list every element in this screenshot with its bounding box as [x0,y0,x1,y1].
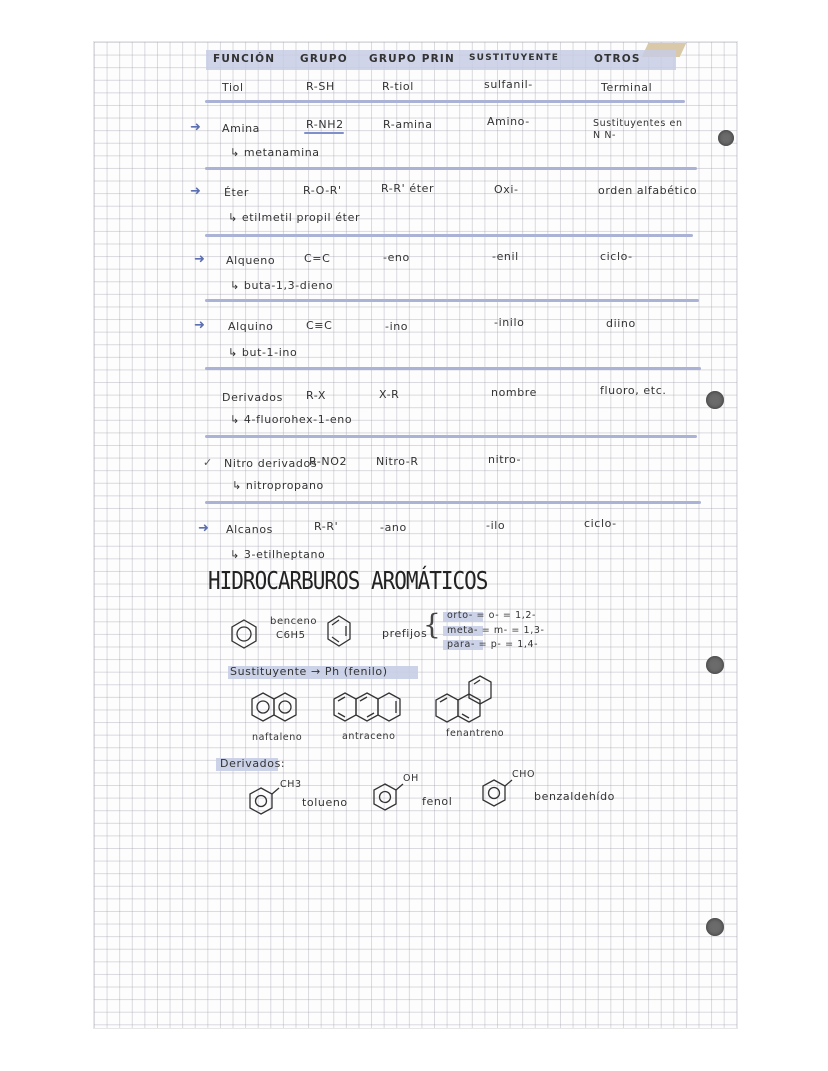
row-sustituyente: -ilo [486,519,506,532]
row-ejemplo: ↳ 3-etilheptano [230,548,326,561]
header-otros: OTROS [594,53,641,65]
prefijo-meta: meta- = m- = 1,3- [447,625,545,636]
row-principal: X-R [379,388,400,401]
row-ejemplo: ↳ nitropropano [232,479,324,492]
checkmark-icon: ✓ [203,456,213,469]
row-divider [205,100,685,103]
section-title: HIDROCARBUROS AROMÁTICOS [208,566,488,595]
row-divider [205,234,693,237]
row-divider [205,299,699,302]
row-ejemplo: ↳ 4-fluorohex-1-eno [230,413,353,426]
row-grupo: R-X [306,389,326,402]
tolueno-ring-icon [248,784,280,816]
benzene-kekule-icon [326,614,352,648]
row-principal: -eno [383,251,410,264]
row-otros: orden alfabético [598,184,698,197]
row-otros: ciclo- [584,517,617,530]
arrow-icon: ➜ [190,184,201,199]
row-grupo: R-NO2 [309,455,348,468]
row-ejemplo: ↳ etilmetil propil éter [228,211,361,224]
underline [304,132,344,134]
benceno-formula: C6H5 [276,630,306,641]
derivados-label: Derivados: [220,757,286,770]
row-funcion: Alqueno [226,254,276,267]
row-sustituyente: sulfanil- [484,78,533,91]
row-funcion: Alcanos [226,523,274,536]
naftaleno-label: naftaleno [252,732,303,743]
fenantreno-icon [434,668,492,724]
row-otros: Sustituyentes en N N- [593,118,683,141]
benceno-label: benceno [270,616,318,627]
header-funcion: FUNCIÓN [213,53,276,65]
header-grupo: GRUPO [300,53,348,65]
benzene-ring-icon [228,618,260,650]
row-otros: diino [606,317,636,330]
row-divider [205,435,697,438]
binder-hole [706,656,724,674]
benzaldehido-label: benzaldehído [534,790,615,803]
row-principal: -ino [385,320,409,333]
row-otros: fluoro, etc. [600,384,667,397]
binder-hole [706,918,724,936]
row-grupo: R-O-R' [303,184,342,197]
row-sustituyente: nitro- [488,453,522,466]
row-sustituyente: nombre [491,386,538,399]
prefijo-para: para- = p- = 1,4- [447,639,539,650]
row-otros: ciclo- [600,250,633,263]
sustituyente-text: Sustituyente → Ph (fenilo) [230,665,388,678]
fenantreno-label: fenantreno [446,728,505,739]
arrow-icon: ➜ [194,318,205,333]
binder-hole [718,130,734,146]
fenol-ring-icon [372,780,404,812]
row-principal: R-amina [383,118,433,131]
row-grupo: C≡C [306,319,333,332]
row-divider [205,367,701,370]
row-funcion: Alquino [228,320,274,333]
arrow-icon: ➜ [194,252,205,267]
row-ejemplo: ↳ but-1-ino [228,346,298,359]
header-sustituyente: SUSTITUYENTE [469,53,560,63]
antraceno-icon [332,691,406,723]
row-sustituyente: -inilo [494,316,525,329]
row-grupo: R-NH2 [306,118,344,131]
arrow-icon: ➜ [190,120,201,135]
prefijos-label: prefijos [382,627,428,640]
fenol-label: fenol [422,795,453,808]
row-funcion: Nitro derivados [224,457,318,470]
brace-icon: { [423,608,441,641]
arrow-icon: ➜ [198,521,209,536]
row-principal: R-tiol [382,80,414,93]
tolueno-label: tolueno [302,796,348,809]
naftaleno-icon [250,691,302,723]
row-sustituyente: Amino- [487,115,530,128]
benzaldehido-ring-icon [481,776,513,808]
row-principal: -ano [380,521,407,534]
antraceno-label: antraceno [342,731,396,742]
row-funcion: Tiol [222,81,244,94]
row-funcion: Derivados [222,391,283,404]
row-otros: Terminal [601,81,653,94]
row-principal: Nitro-R [376,455,419,468]
row-funcion: Éter [224,186,249,199]
fenol-group: OH [403,773,419,784]
binder-hole [706,391,724,409]
header-grupo-prin: GRUPO PRIN [369,53,455,65]
row-ejemplo: ↳ metanamina [230,146,320,159]
tolueno-group: CH3 [280,779,302,790]
row-divider [205,167,697,170]
row-grupo: R-R' [314,520,339,533]
row-grupo: R-SH [306,80,335,93]
benzaldehido-group: CHO [512,769,536,780]
row-sustituyente: Oxi- [494,183,519,196]
row-grupo: C=C [304,252,331,265]
row-funcion: Amina [222,122,261,135]
row-principal: R-R' éter [381,182,435,195]
prefijo-orto: orto- = o- = 1,2- [447,610,537,621]
row-ejemplo: ↳ buta-1,3-dieno [230,279,334,292]
row-sustituyente: -enil [492,250,519,263]
row-divider [205,501,701,504]
